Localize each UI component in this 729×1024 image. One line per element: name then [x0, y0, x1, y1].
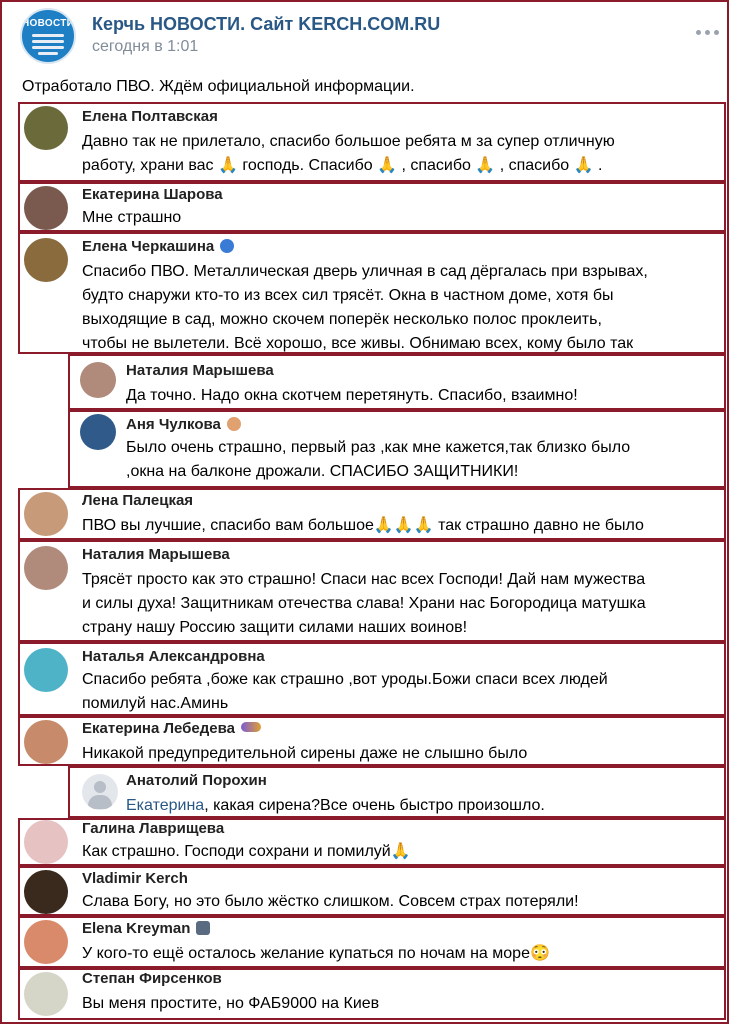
cat-badge-icon [227, 417, 241, 431]
avatar[interactable] [24, 720, 68, 764]
reply-item [68, 766, 726, 818]
avatar[interactable] [24, 106, 68, 150]
mention-link[interactable]: Екатерина [126, 797, 205, 814]
comment-text: Спасибо ребята ,боже как страшно ,вот уроды.Божи спаси всех людей помилуй нас.Аминь [82, 671, 608, 712]
comment-author[interactable]: Elena Kreyman [82, 920, 210, 937]
avatar[interactable] [24, 920, 68, 964]
mask-badge-icon [220, 239, 234, 253]
comment-text: Давно так не прилетало, спасибо большое ребята м за супер отличную работу, храни вас 🙏 господь. Спасибо 🙏 , спасибо 🙏 , спасибо 🙏 . [82, 133, 615, 174]
group-name-link[interactable]: Керчь НОВОСТИ. Сайт KERCH.COM.RU [92, 14, 441, 34]
comment-text: Никакой предупредительной сирены даже не слышно было [82, 745, 528, 762]
comment-author[interactable]: Аня Чулкова [126, 416, 241, 433]
avatar[interactable] [24, 870, 68, 914]
post-header [20, 8, 720, 68]
avatar[interactable] [24, 186, 68, 230]
comment-author[interactable]: Vladimir Kerch [82, 870, 188, 887]
comment-author[interactable]: Лена Палецкая [82, 492, 194, 509]
avatar[interactable] [82, 774, 118, 810]
post-text: Отработало ПВО. Ждём официальной информации. [22, 78, 415, 95]
group-avatar-label: НОВОСТИ [22, 18, 75, 29]
comment-author[interactable]: Елена Полтавская [82, 108, 218, 125]
avatar[interactable] [24, 972, 68, 1016]
comment-author[interactable]: Екатерина Шарова [82, 186, 223, 203]
comment-text: Как страшно. Господи сохрани и помилуй🙏 [82, 843, 411, 860]
comment-text: Вы меня простите, но ФАБ9000 на Киев [82, 995, 380, 1012]
fish-badge-icon [196, 921, 210, 935]
comment-text: Екатерина, какая сирена?Все очень быстро произошло. [126, 797, 545, 814]
comment-item [18, 540, 726, 642]
comment-item [18, 102, 726, 182]
comment-item [18, 182, 726, 232]
avatar[interactable] [24, 820, 68, 864]
avatar[interactable] [24, 238, 68, 282]
comment-item [18, 716, 726, 766]
comment-item [18, 968, 726, 1020]
comment-item [18, 232, 726, 354]
comment-author[interactable]: Степан Фирсенков [82, 970, 222, 987]
avatar[interactable] [24, 492, 68, 536]
infinity-badge-icon [241, 722, 261, 732]
comment-text: ПВО вы лучшие, спасибо вам большое🙏🙏🙏 так страшно давно не было [82, 517, 644, 534]
comment-author[interactable]: Екатерина Лебедева [82, 720, 261, 737]
comment-text: Мне страшно [82, 209, 182, 226]
group-avatar[interactable] [20, 8, 76, 64]
avatar[interactable] [24, 648, 68, 692]
post-time[interactable]: сегодня в 1:01 [92, 38, 199, 55]
comment-text: У кого-то ещё осталось желание купаться по ночам на море😳 [82, 945, 550, 962]
comment-item [18, 818, 726, 866]
comment-text: Спасибо ПВО. Металлическая дверь уличная в сад дёргалась при взрывах, будто снаружи кто-то из всех сил трясёт. Окна в частном доме, хотя бы выходящие в сад, можно скочем поперёк несколько полос проклеить, чтобы не вылетели. Всё хорошо, все живы. Обнимаю всех, кому было так [82, 263, 648, 352]
comment-item [18, 642, 726, 716]
comment-item [18, 916, 726, 968]
comment-author[interactable]: Наталия Марышева [82, 546, 230, 563]
comment-text: Слава Богу, но это было жёстко слишком. Совсем страх потеряли! [82, 893, 579, 910]
comment-text: Было очень страшно, первый раз ,как мне кажется,так близко было ,окна на балконе дрожали. СПАСИБО ЗАЩИТНИКИ! [126, 439, 631, 480]
comment-text: Да точно. Надо окна скотчем перетянуть. Спасибо, взаимно! [126, 387, 578, 404]
avatar[interactable] [24, 546, 68, 590]
avatar[interactable] [80, 414, 116, 450]
more-options-icon[interactable] [696, 30, 720, 38]
reply-item [68, 410, 726, 488]
comment-author[interactable]: Елена Черкашина [82, 238, 234, 255]
comment-author[interactable]: Наталия Марышева [126, 362, 274, 379]
comment-author[interactable]: Анатолий Порохин [126, 772, 267, 789]
comment-text: Трясёт просто как это страшно! Спаси нас всех Господи! Дай нам мужества и силы духа! Защитникам отечества слава! Храни нас Богородица матушка страну нашу Россию защити силами наших воинов! [82, 571, 646, 636]
reply-item [68, 354, 726, 410]
comment-author[interactable]: Наталья Александровна [82, 648, 265, 665]
comment-item [18, 488, 726, 540]
comment-item [18, 866, 726, 916]
avatar[interactable] [80, 362, 116, 398]
comment-author[interactable]: Галина Лаврищева [82, 820, 225, 837]
